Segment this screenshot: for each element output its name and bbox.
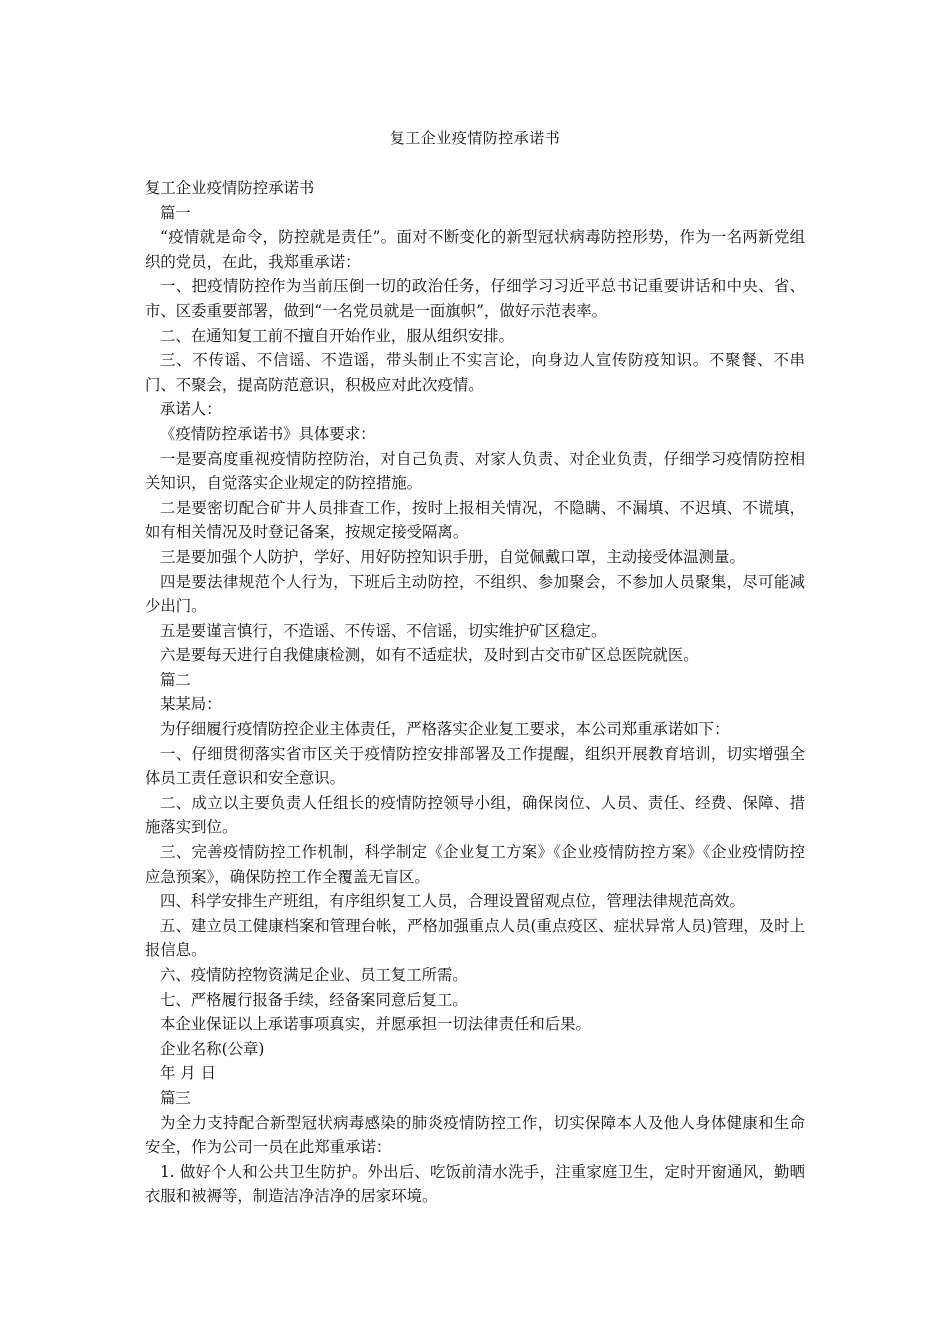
paragraph: 年 月 日: [160, 1064, 216, 1083]
paragraph: 企业名称(公章): [160, 1039, 265, 1058]
document-title: 复工企业疫情防控承诺书: [389, 129, 561, 147]
paragraph: 七、严格履行报备手续，经备案同意后复工。: [160, 990, 468, 1009]
paragraph: 六、疫情防控物资满足企业、员工复工所需。: [160, 966, 468, 984]
paragraph: 二是要密切配合矿井人员排查工作，按时上报相关情况，不隐瞒、不漏填、不迟填、不谎填，如有相关情况及时登记备案，按规定接受隔离。: [145, 498, 805, 542]
paragraph: 二、成立以主要负责人任组长的疫情防控领导小组，确保岗位、人员、责任、经费、保障、措施落实到位。: [145, 793, 805, 837]
paragraph: 1. 做好个人和公共卫生防护。外出后、吃饭前清水洗手，注重家庭卫生，定时开窗通风，勤晒衣服和被褥等，制造洁净洁净的居家环境。: [145, 1162, 805, 1206]
paragraph: 三是要加强个人防护，学好、用好防控知识手册，自觉佩戴口罩，主动接受体温测量。: [160, 547, 745, 566]
paragraph: 四、科学安排生产班组，有序组织复工人员，合理设置留观点位，管理法律规范高效。: [160, 892, 745, 911]
paragraph: 一、把疫情防控作为当前压倒一切的政治任务，仔细学习习近平总书记重要讲话和中央、省、市、区委重要部署，做到“一名党员就是一面旗帜”，做好示范表率。: [145, 277, 805, 320]
paragraph: 为仔细履行疫情防控企业主体责任，严格落实企业复工要求，本公司郑重承诺如下：: [160, 720, 730, 739]
paragraph: 五、建立员工健康档案和管理台帐，严格加强重点人员(重点疫区、症状异常人员)管理，及时上报信息。: [145, 916, 805, 960]
paragraph: 二、在通知复工前不擅自开始作业，服从组织安排。: [160, 326, 514, 345]
paragraph: 《疫情防控承诺书》具体要求：: [160, 424, 376, 443]
paragraph: “疫情就是命令，防控就是责任”。面对不断变化的新型冠状病毒防控形势，作为一名两新党组织的党员，在此，我郑重承诺：: [145, 228, 805, 271]
paragraph: 篇三: [160, 1088, 191, 1107]
paragraph: 四是要法律规范个人行为，下班后主动防控，不组织、参加聚会，不参加人员聚集，尽可能减少出门。: [145, 572, 805, 616]
paragraph: 某某局：: [160, 695, 222, 714]
paragraph: 承诺人：: [160, 400, 222, 419]
paragraph: 本企业保证以上承诺事项真实，并愿承担一切法律责任和后果。: [160, 1015, 591, 1034]
paragraph: 为全力支持配合新型冠状病毒感染的肺炎疫情防控工作，切实保障本人及他人身体健康和生命安全，作为公司一员在此郑重承诺：: [145, 1113, 805, 1157]
paragraph: 篇一: [160, 203, 191, 222]
paragraph: 六是要每天进行自我健康检测，如有不适症状，及时到古交市矿区总医院就医。: [160, 646, 699, 665]
paragraph: 三、不传谣、不信谣、不造谣，带头制止不实言论，向身边人宣传防疫知识。不聚餐、不串门、不聚会，提高防范意识，积极应对此次疫情。: [145, 351, 805, 394]
paragraph: 五是要谨言慎行，不造谣、不传谣、不信谣，切实维护矿区稳定。: [160, 621, 607, 640]
paragraph: 复工企业疫情防控承诺书: [145, 179, 315, 197]
paragraph: 一、仔细贯彻落实省市区关于疫情防控安排部署及工作提醒，组织开展教育培训，切实增强全体员工责任意识和安全意识。: [145, 744, 805, 788]
paragraph: 一是要高度重视疫情防控防治，对自己负责、对家人负责、对企业负责，仔细学习疫情防控相关知识，自觉落实企业规定的防控措施。: [145, 449, 805, 493]
paragraph: 三、完善疫情防控工作机制，科学制定《企业复工方案》《企业疫情防控方案》《企业疫情防控应急预案》，确保防控工作全覆盖无盲区。: [145, 843, 805, 886]
paragraph: 篇二: [160, 670, 191, 689]
document-body: [145, 176, 805, 1209]
